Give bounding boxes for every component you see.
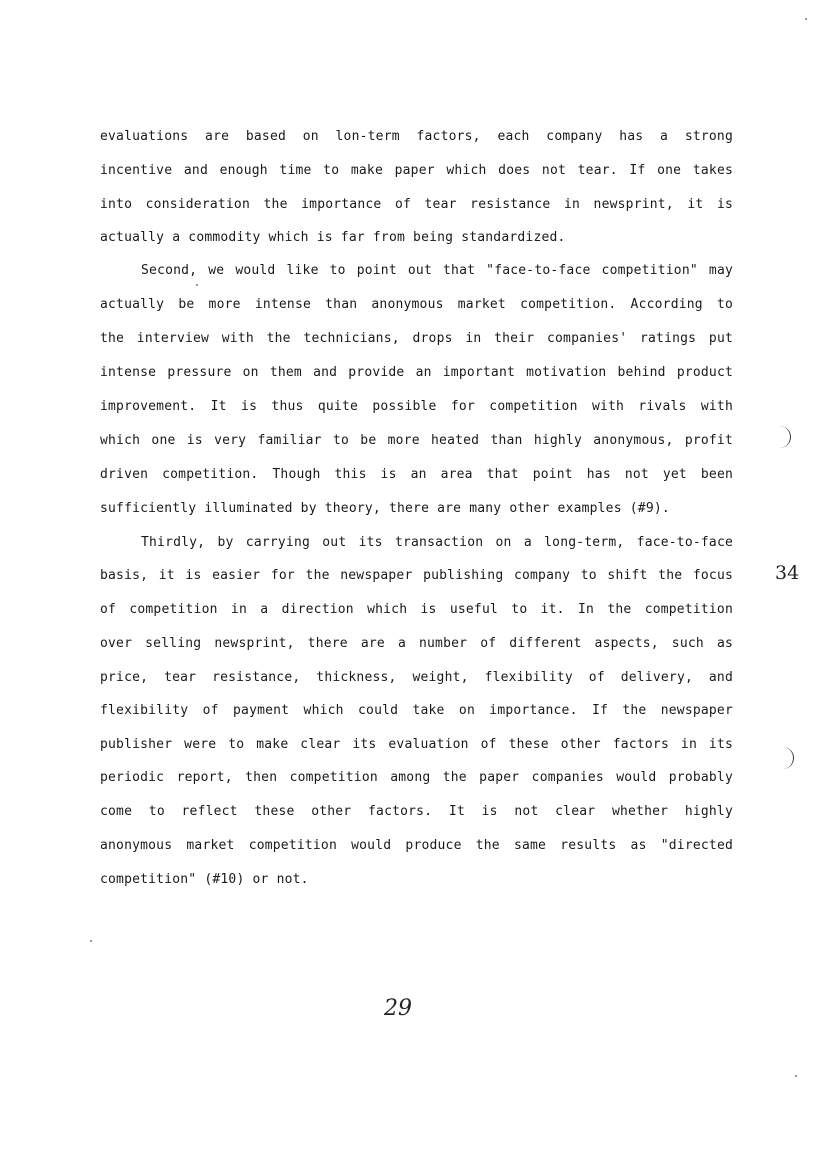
text-line: publisher were to make clear its evaluation of these other factors in its [100, 737, 733, 752]
text-line: incentive and enough time to make paper which does not tear. If one takes [100, 163, 733, 178]
text-line: basis, it is easier for the newspaper publishing company to shift the focus [100, 568, 733, 583]
text-line: actually be more intense than anonymous market competition. According to [100, 297, 733, 312]
scan-speck [90, 940, 92, 942]
page-number: 29 [384, 996, 412, 1021]
text-line: over selling newsprint, there are a number of different aspects, such as [100, 636, 733, 651]
text-line: periodic report, then competition among the paper companies would probably [100, 770, 733, 785]
text-line: Thirdly, by carrying out its transaction on a long-term, face-to-face [141, 535, 733, 550]
text-line: Second, we would like to point out that "face-to-face competition" may [141, 263, 733, 278]
text-line: flexibility of payment which could take on importance. If the newspaper [100, 703, 733, 718]
text-line: of competition in a direction which is useful to it. In the competition [100, 602, 733, 617]
margin-parenthesis-mark [780, 426, 791, 448]
text-line: competition" (#10) or not. [100, 872, 309, 887]
text-line: the interview with the technicians, drops in their companies' ratings put [100, 331, 733, 346]
text-line: sufficiently illuminated by theory, there are many other examples (#9). [100, 501, 670, 516]
text-line: improvement. It is thus quite possible for competition with rivals with [100, 399, 733, 414]
text-line: evaluations are based on lon-term factors, each company has a strong [100, 129, 733, 144]
text-line: which one is very familiar to be more heated than highly anonymous, profit [100, 433, 733, 448]
text-line: come to reflect these other factors. It is not clear whether highly [100, 804, 733, 819]
text-line: actually a commodity which is far from being standardized. [100, 230, 566, 245]
text-line: driven competition. Though this is an area that point has not yet been [100, 467, 733, 482]
scan-speck [196, 284, 198, 286]
text-line: into consideration the importance of tear resistance in newsprint, it is [100, 197, 733, 212]
scan-speck [805, 18, 807, 20]
text-line: intense pressure on them and provide an important motivation behind product [100, 365, 733, 380]
scan-speck [795, 1075, 797, 1077]
text-line: price, tear resistance, thickness, weight, flexibility of delivery, and [100, 670, 733, 685]
margin-page-number: 34 [775, 562, 800, 584]
text-line: anonymous market competition would produce the same results as "directed [100, 838, 733, 853]
margin-parenthesis-mark [783, 747, 794, 769]
